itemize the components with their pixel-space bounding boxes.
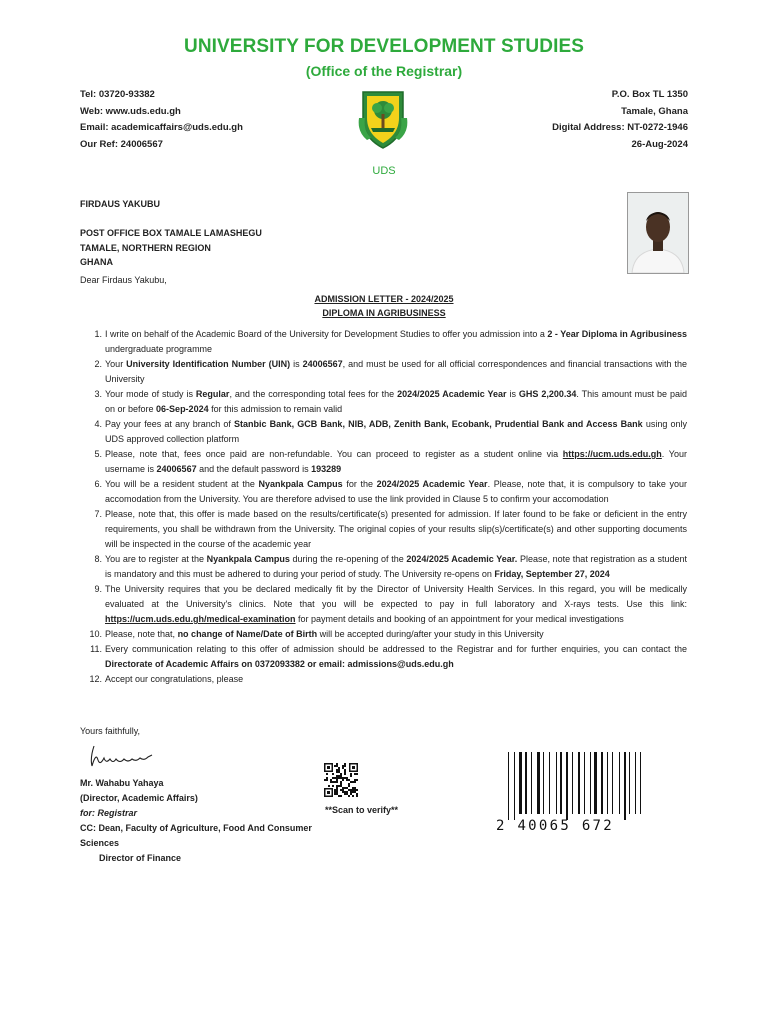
clause-text: , and must be used for all official correspondences and financial transactions with the University: [105, 359, 687, 384]
clause-emphasis: 24006567: [302, 359, 343, 369]
clause-text: Accept our congratulations, please: [105, 674, 244, 684]
clause-text: for this admission to remain valid: [208, 404, 343, 414]
qr-module: [344, 777, 346, 779]
clause-text: Please, note that, this offer is made based on the results/certificate(s) presented for admission. If later found to be fake or deficient in the entry requirements, you shall be withdrawn from the University. The original copies of your results slip(s)/certificate(s) and other supporting documents will be inspected in the course of the academic year: [105, 509, 687, 549]
qr-module: [350, 781, 352, 783]
student-photo: [627, 192, 689, 274]
tel-line: Tel: 03720-93382: [80, 89, 155, 100]
clause-text: Pay your fees at any branch of: [105, 419, 235, 429]
recipient-name: FIRDAUS YAKUBU: [80, 199, 161, 209]
signatory-name: Mr. Wahabu Yahaya: [80, 778, 164, 788]
qr-module: [344, 791, 346, 793]
clause-emphasis: 2 - Year Diploma in Agribusiness: [547, 329, 687, 339]
web-line: Web: www.uds.edu.gh: [80, 105, 181, 117]
programme-title: DIPLOMA IN AGRIBUSINESS: [322, 308, 446, 318]
qr-module: [334, 765, 336, 767]
barcode-bar: [531, 752, 532, 814]
qr-module: [350, 789, 352, 791]
qr-module: [336, 775, 338, 777]
clause-item: [80, 327, 687, 357]
qr-module: [332, 781, 334, 783]
qr-module: [350, 775, 352, 777]
qr-module: [338, 785, 340, 787]
clause-text: for payment details and booking of an appointment for your medical investigations: [295, 614, 624, 624]
barcode-bar: [640, 752, 641, 814]
clause-text: Please, note that, fees once paid are non-refundable. You can proceed to register as a student online via: [105, 449, 563, 459]
qr-module: [354, 773, 356, 775]
qr-module: [340, 775, 342, 777]
qr-module: [336, 787, 338, 789]
clause-text: . This amount must be paid on or before: [105, 389, 687, 414]
barcode-bar: [549, 752, 550, 814]
qr-module: [338, 771, 340, 773]
clause-text: using only UDS approved collection platform: [105, 419, 687, 444]
crest-label: UDS: [372, 165, 396, 177]
contact-block-right: [552, 87, 688, 153]
qr-module: [350, 773, 352, 775]
barcode-bar: [578, 752, 580, 814]
clause-emphasis: 2024/2025 Academic Year: [376, 479, 488, 489]
barcode-bar: [635, 752, 636, 814]
clause-text: Your: [105, 359, 127, 369]
qr-module: [326, 773, 328, 775]
qr-module: [340, 773, 342, 775]
qr-module: [342, 777, 344, 779]
clause-item: [80, 552, 687, 582]
office-subtitle: (Office of the Registrar): [305, 63, 463, 79]
qr-module: [336, 777, 338, 779]
clause-item: [80, 672, 687, 687]
qr-module: [346, 791, 348, 793]
barcode-bar: [584, 752, 585, 814]
qr-finder-core: [327, 791, 330, 794]
qr-module: [332, 785, 334, 787]
qr-module: [340, 785, 342, 787]
clause-number: 7.: [94, 509, 102, 519]
letter-date: 26-Aug-2024: [631, 138, 688, 150]
clause-item: [80, 627, 687, 642]
qr-finder-core: [327, 766, 330, 769]
address-line: POST OFFICE BOX TAMALE LAMASHEGU: [80, 228, 262, 238]
qr-module: [340, 795, 342, 797]
clause-text: Your mode of study is: [105, 389, 196, 399]
clause-emphasis: no change of Name/Date of Birth: [177, 629, 318, 639]
city-line: Tamale, Ghana: [621, 105, 688, 117]
qr-code-icon[interactable]: [323, 762, 359, 798]
letter-title: ADMISSION LETTER - 2024/2025: [314, 294, 454, 304]
clause-emphasis: GHS 2,200.34: [518, 389, 577, 399]
clause-item: [80, 417, 687, 447]
clause-item: [80, 642, 687, 672]
qr-module: [336, 791, 338, 793]
qr-module: [352, 791, 354, 793]
qr-module: [344, 771, 346, 773]
clause-number: 1.: [94, 329, 102, 339]
clause-text: during the re-opening of the: [289, 554, 407, 564]
qr-module: [336, 781, 338, 783]
university-crest-icon: [357, 88, 409, 150]
qr-module: [356, 773, 358, 775]
signatory-block: [80, 776, 312, 866]
qr-module: [354, 781, 356, 783]
barcode-bar: [537, 752, 540, 814]
clause-emphasis: 193289: [311, 464, 342, 474]
qr-module: [334, 793, 336, 795]
qr-module: [336, 765, 338, 767]
clause-item: [80, 582, 687, 627]
qr-module: [346, 793, 348, 795]
clause-number: 10.: [89, 629, 102, 639]
qr-module: [342, 789, 344, 791]
barcode-digits: 2 40065 672: [496, 818, 615, 834]
qr-module: [344, 787, 346, 789]
clause-emphasis: Directorate of Academic Affairs on 0372093382 or email: admissions@uds.edu.gh: [105, 659, 454, 669]
signatory-position: (Director, Academic Affairs): [80, 793, 198, 803]
qr-module: [344, 773, 346, 775]
cc-line: CC: Dean, Faculty of Agriculture, Food And Consumer: [80, 823, 312, 833]
clause-item: [80, 507, 687, 552]
qr-module: [338, 767, 340, 769]
qr-module: [352, 795, 354, 797]
qr-module: [346, 779, 348, 781]
clause-text: I write on behalf of the Academic Board of the University for Development Studies to offer you admission into a: [105, 329, 548, 339]
qr-module: [346, 777, 348, 779]
qr-module: [354, 789, 356, 791]
qr-module: [342, 787, 344, 789]
reference-line: Our Ref: 24006567: [80, 138, 163, 150]
qr-module: [336, 785, 338, 787]
clause-item: [80, 477, 687, 507]
clause-emphasis: 24006567: [156, 464, 197, 474]
clause-emphasis: 2024/2025 Academic Year.: [406, 554, 518, 564]
barcode-bar: [514, 752, 515, 820]
cc-line: Sciences: [80, 838, 120, 848]
qr-module: [348, 783, 350, 785]
clause-text: The University requires that you be declared medically fit by the Director of University Health Services. In this regard, you will be medically evaluated at the University's clinics. Note that you will be expected to pay in full laboratory and X-rays tests. Use this link:: [105, 584, 687, 609]
clause-number: 3.: [94, 389, 102, 399]
digital-address-line: Digital Address: NT-0272-1946: [552, 122, 688, 133]
clause-number: 12.: [89, 674, 102, 684]
qr-module: [330, 779, 332, 781]
qr-module: [342, 791, 344, 793]
clause-emphasis: 2024/2025 Academic Year: [397, 389, 507, 399]
qr-module: [348, 779, 350, 781]
contact-block-left: [80, 87, 243, 153]
clause-link[interactable]: https://ucm.uds.edu.gh: [562, 449, 662, 459]
barcode-bar: [508, 752, 509, 820]
qr-module: [344, 763, 346, 765]
qr-module: [328, 785, 330, 787]
qr-module: [356, 789, 358, 791]
barcode-bar: [572, 752, 573, 814]
barcode-bar: [543, 752, 544, 814]
qr-module: [334, 777, 336, 779]
qr-module: [342, 767, 344, 769]
salutation: Dear Firdaus Yakubu,: [80, 275, 167, 285]
barcode-bar: [560, 752, 562, 814]
qr-module: [326, 777, 328, 779]
qr-module: [352, 789, 354, 791]
qr-module: [352, 781, 354, 783]
clause-item: [80, 357, 687, 387]
clause-text: is: [290, 359, 303, 369]
clause-number: 11.: [90, 644, 102, 654]
qr-module: [330, 781, 332, 783]
clause-emphasis: Regular: [195, 389, 230, 399]
clause-text: will be accepted during/after your study in this University: [317, 629, 544, 639]
barcode-bar: [519, 752, 522, 814]
clause-number: 5.: [94, 449, 102, 459]
qr-module: [336, 769, 338, 771]
clause-emphasis: Nyankpala Campus: [258, 479, 343, 489]
barcode-bar: [594, 752, 597, 814]
university-title: UNIVERSITY FOR DEVELOPMENT STUDIES: [184, 36, 584, 57]
clause-text: , and the corresponding total fees for the: [229, 389, 398, 399]
clause-number: 2.: [94, 359, 102, 369]
address-line: GHANA: [80, 257, 113, 267]
signature-image: [80, 740, 160, 770]
clause-text: Please, note that registration as a student is mandatory and this must be adhered to during your period of study. The University re-opens on: [105, 554, 687, 579]
qr-module: [340, 789, 342, 791]
scan-to-verify-label: **Scan to verify**: [325, 805, 399, 815]
clause-number: 6.: [94, 479, 102, 489]
qr-module: [356, 795, 358, 797]
letter-heading: [0, 292, 768, 320]
clause-item: [80, 447, 687, 477]
qr-module: [334, 781, 336, 783]
clause-text: Please, note that,: [105, 629, 178, 639]
qr-module: [336, 779, 338, 781]
barcode-bar: [607, 752, 608, 814]
qr-module: [350, 793, 352, 795]
qr-module: [336, 793, 338, 795]
clause-number: 8.: [94, 554, 102, 564]
clause-text: You are to register at the: [105, 554, 207, 564]
qr-module: [344, 765, 346, 767]
qr-module: [332, 773, 334, 775]
clause-emphasis: Stanbic Bank, GCB Bank, NIB, ADB, Zenith Bank, Ecobank, Prudential Bank and Access Bank: [234, 419, 643, 429]
qr-module: [340, 777, 342, 779]
qr-module: [336, 763, 338, 765]
closing-phrase: Yours faithfully,: [80, 726, 141, 736]
for-registrar: for: Registrar: [80, 808, 138, 818]
qr-module: [334, 791, 336, 793]
clause-item: [80, 387, 687, 417]
qr-module: [348, 795, 350, 797]
clause-emphasis: Friday, September 27, 2024: [494, 569, 610, 579]
barcode-bar: [525, 752, 527, 814]
qr-module: [354, 787, 356, 789]
clause-text: Every communication relating to this offer of admission should be addressed to the Registrar and for further enquiries, you can contact the: [105, 644, 687, 654]
qr-module: [336, 789, 338, 791]
clause-text: undergraduate programme: [105, 344, 213, 354]
barcode-bar: [619, 752, 620, 814]
clause-text: is: [506, 389, 519, 399]
address-line: TAMALE, NORTHERN REGION: [80, 242, 211, 253]
qr-module: [354, 791, 356, 793]
clause-text: and the default password is: [196, 464, 312, 474]
email-line: Email: academicaffairs@uds.edu.gh: [80, 122, 243, 133]
qr-module: [340, 781, 342, 783]
qr-module: [348, 785, 350, 787]
qr-module: [344, 793, 346, 795]
qr-module: [356, 793, 358, 795]
clause-text: . Please, note that, it is compulsory to take your accomodation from the University. You are therefore advised to use the link provided in Clause 5 to confirm your accomodation: [105, 479, 688, 504]
qr-finder-core: [352, 766, 355, 769]
qr-module: [338, 795, 340, 797]
clause-emphasis: 06-Sep-2024: [156, 404, 209, 414]
qr-module: [338, 775, 340, 777]
qr-module: [338, 777, 340, 779]
admission-clauses: [80, 327, 687, 687]
barcode-bar: [612, 752, 613, 814]
qr-module: [326, 779, 328, 781]
barcode-bar: [601, 752, 603, 814]
clause-number: 9.: [94, 584, 102, 594]
qr-module: [342, 765, 344, 767]
cc-finance: Director of Finance: [99, 853, 182, 863]
clause-text: . Your username is: [105, 449, 687, 474]
recipient-address: [80, 197, 262, 270]
barcode-bar: [629, 752, 630, 814]
clause-link[interactable]: https://ucm.uds.edu.gh/medical-examination: [105, 614, 296, 624]
qr-module: [346, 787, 348, 789]
qr-module: [332, 777, 334, 779]
clause-text: for the: [342, 479, 377, 489]
clause-text: You will be a resident student at the: [105, 479, 259, 489]
student-photo-icon: [628, 193, 688, 273]
qr-module: [340, 783, 342, 785]
po-box-line: P.O. Box TL 1350: [611, 89, 688, 100]
barcode-bar: [556, 752, 557, 814]
qr-module: [350, 791, 352, 793]
clause-emphasis: University Identification Number (UIN): [126, 359, 291, 369]
clause-number: 4.: [94, 419, 102, 429]
qr-module: [344, 769, 346, 771]
qr-module: [324, 779, 326, 781]
barcode-bar: [590, 752, 591, 814]
qr-module: [334, 789, 336, 791]
barcode-bar: [624, 752, 626, 820]
clause-emphasis: Nyankpala Campus: [206, 554, 290, 564]
qr-module: [356, 779, 358, 781]
barcode-bar: [566, 752, 568, 820]
qr-module: [338, 769, 340, 771]
qr-module: [354, 779, 356, 781]
qr-module: [348, 789, 350, 791]
qr-module: [342, 779, 344, 781]
qr-module: [336, 771, 338, 773]
barcode-icon: [508, 752, 641, 820]
qr-module: [352, 787, 354, 789]
